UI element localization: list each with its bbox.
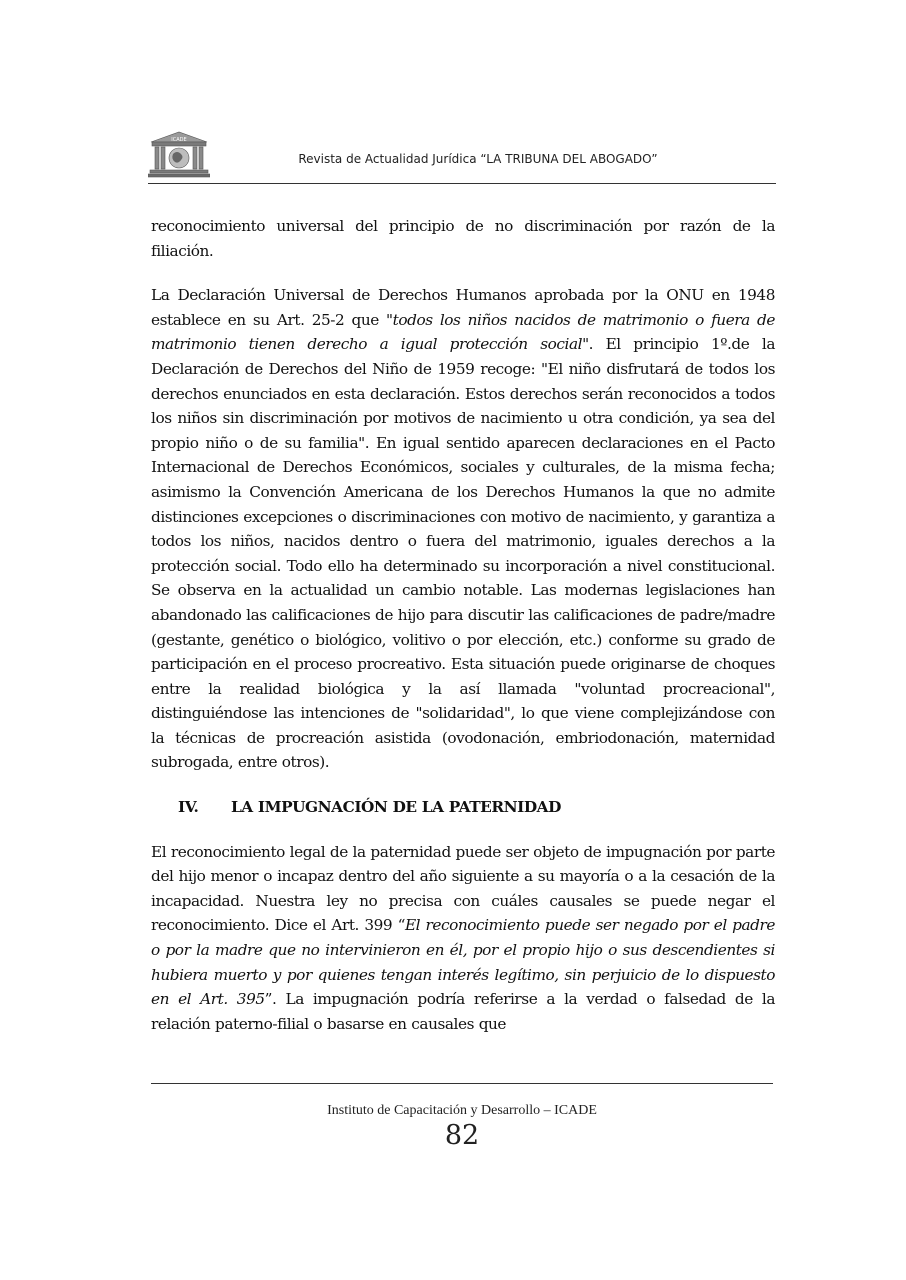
- paragraph-3: [151, 840, 775, 1037]
- body-text: [151, 214, 775, 1056]
- section-number: IV.: [178, 798, 199, 817]
- logo-text: ICADE: [171, 137, 187, 143]
- paragraph-2-quote: todos los niños nacidos de matrimonio o fuera de matrimonio tienen derecho a igual protección social: [151, 310, 775, 354]
- header-divider: [148, 183, 776, 184]
- page-header: [148, 130, 776, 186]
- paragraph-3-quote: El reconocimiento puede ser negado por el padre o por la madre que no intervinieron en él, por el propio hijo o sus descendientes si hubiera muerto y por quienes tengan interés legítimo, sin perjuicio de lo dispuesto en el Art. 395: [151, 916, 775, 1009]
- journal-title: Revista de Actualidad Jurídica “LA TRIBUNA DEL ABOGADO”: [298, 152, 658, 166]
- paragraph-3-text-c: ”. La impugnación podría referirse a la verdad o falsedad de la relación paterno-filial o basarse en causales que: [151, 990, 776, 1033]
- section-title: LA IMPUGNACIÓN DE LA PATERNIDAD: [231, 798, 561, 817]
- paragraph-2: [151, 283, 775, 775]
- paragraph-2-text-c: ". El principio 1º.de la Declaración de Derechos del Niño de 1959 recoge: "El niño disfrutará de todos los derechos enunciados en esta declaración. Estos derechos serán reconocidos a todos los niños sin discriminación por motivos de nacimiento u otra condición, ya sea del propio niño o de su familia". En igual sentido aparecen declaraciones en el Pacto Internacional de Derechos Económicos, sociales y culturales, de la misma fecha; asimismo la Convención Americana de los Derechos Humanos la que no admite distinciones excepciones o discriminaciones con motivo de nacimiento, y garantiza a todos los niños, nacidos dentro o fuera del matrimonio, iguales derechos a la protección social. Todo ello ha determinado su incorporación a nivel constitucional. Se observa en la actualidad un cambio notable. Las modernas legislaciones han abandonado las calificaciones de hijo para discutir las calificaciones de padre/madre (gestante, genético o biológico, volitivo o por elección, etc.) conforme su grado de participación en el proceso procreativo. Esta situación puede originarse de choques entre la realidad biológica y la así llamada "voluntad procreacional", distinguiéndose las intenciones de "solidaridad", lo que viene complejizándose con la técnicas de procreación asistida (ovodonación, embriodonación, maternidad subrogada, entre otros).: [151, 335, 775, 772]
- footer-divider: [151, 1083, 773, 1084]
- footer-institution: Instituto de Capacitación y Desarrollo – ICADE: [327, 1103, 597, 1118]
- section-heading: [151, 795, 775, 820]
- paragraph-3-text-a: El reconocimiento legal de la paternidad puede ser objeto de impugnación por parte del hijo menor o incapaz dentro del año siguiente a su mayoría o a la cesación de la incapacidad. Nuestra ley no precisa con cuáles causales se puede negar el reconocimiento. Dice el Art. 399 “: [151, 842, 775, 935]
- page-number: 82: [444, 1120, 480, 1151]
- paragraph-2-text-a: La Declaración Universal de Derechos Humanos aprobada por la ONU en 1948 establece en su Art. 25-2 que ": [151, 286, 775, 329]
- paragraph-1: reconocimiento universal del principio de no discriminación por razón de la filiación.: [151, 217, 775, 260]
